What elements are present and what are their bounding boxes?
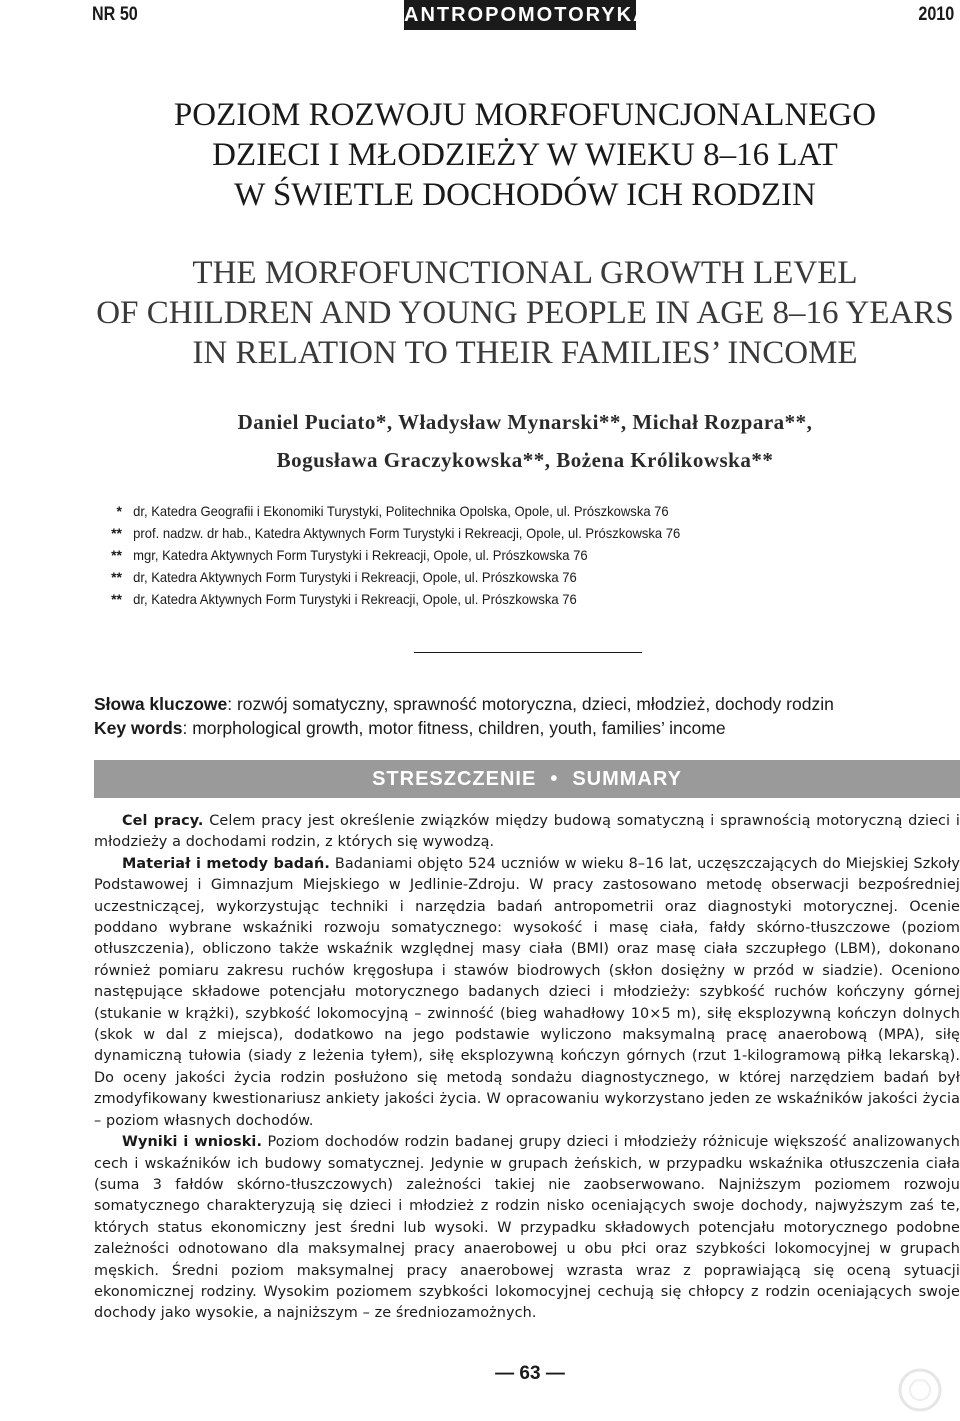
abstract-results-text: Poziom dochodów rodzin badanej grupy dzieci i młodzieży różnicuje większość analizowanych cech i wskaźników ich budowy somatycznej. Jedynie w grupach żeńskich, w przypadku wskaźnika otłuszczenia ciała (suma 3 fałdów skórno-tłuszczowych) zależności takiej nie zaobserwowano. Najniższym poziomem rozwoju somatycznego charakteryzują się dzieci i młodzież z rodzin nisko oceniających swoje dochody, najwyższym zaś te, których status ekonomiczny jest średni lub wysoki. W przypadku składowych potencjału motorycznego podobne zależności odnotowano dla maksymalnej pracy anaerobowej u obu płci oraz szybkości lokomocyjnej w grupach męskich. Średni poziom maksymalnej pracy anaerobowej wzrasta wraz z poprawiającą się oceną sytuacji ekonomicznej rodziny. Wysokim poziomem szybkości lokomocyjnej cechują się chłopcy z rodzin oceniających swoje dochody jako wysokie, a najniższym – ze średniozamożnych. [94,1134,960,1322]
affiliation-row [92,525,952,547]
affiliations [92,503,952,613]
affiliation-text: mgr, Katedra Aktywnych Form Turystyki i Rekreacji, Opole, ul. Prószkowska 76 [133,547,588,563]
abstract-aim-label: Cel pracy. [122,813,204,829]
abstract-aim-text: Celem pracy jest określenie związków między budową somatyczną i sprawnością motoryczną dzieci i młodzieży a dochodami rodzin, z których się wywodzą. [94,813,960,851]
bullet-icon: • [550,768,559,790]
authors-line: Daniel Puciato*, Władysław Mynarski**, Michał Rozpara**, [237,410,813,434]
authors [90,403,960,479]
keywords-polish-text: : rozwój somatyczny, sprawność motoryczna, dzieci, młodzież, dochody rodzin [227,694,834,714]
affiliation-row [92,503,952,525]
title-english [90,253,960,373]
title-english-line: OF CHILDREN AND YOUNG PEOPLE IN AGE 8–16 YEARS [96,295,954,331]
keywords-english-label: Key words [94,718,183,738]
abstract-methods [94,854,960,1132]
affiliation-text: dr, Katedra Geografii i Ekonomiki Turystyki, Politechnika Opolska, Opole, ul. Prószkowska 76 [133,503,669,519]
keywords-polish [94,693,954,715]
abstract-results-label: Wyniki i wnioski. [122,1134,263,1151]
affiliation-text: dr, Katedra Aktywnych Form Turystyki i Rekreacji, Opole, ul. Prószkowska 76 [133,569,577,585]
affiliation-row [92,547,952,569]
separator-line [414,652,642,653]
keywords-english [94,717,954,739]
abstract-results [94,1132,960,1325]
keywords-english-text: : morphological growth, motor fitness, children, youth, families’ income [182,718,726,738]
abstract-methods-text: Badaniami objęto 524 uczniów w wieku 8–16 lat, uczęszczających do Miejskiej Szkoły Podstawowej i Gimnazjum Miejskiego w Jedlinie-Zdroju. W pracy zastosowano metodę obserwacji bezpośredniej uczestniczącej, wykorzystując techniki i narzędzia badań antropometrii oraz diagnostyki motorycznej. Ocenie poddano wybrane wskaźniki rozwoju somatycznego: wysokość i masę ciała, fałdy skórno-tłuszczowe (poziom otłuszczenia), obliczono także wskaźnik względnej masy ciała (BMI) oraz masę ciała szczupłego (LBM), dokonano również pomiaru zakresu ruchów kręgosłupa i stawów biodrowych (skłon dosiężny w przód w siadzie). Oceniono następujące składowe potencjału motorycznego badanych dzieci i młodzieży: szybkość ruchów kończyny górnej (stukanie w krążki), szybkość lokomocyjną – zwinność (bieg wahadłowy 10×5 m), siłę eksplozywną kończyn dolnych (skok w dal z miejsca), dodatkowo na jego podstawie wyliczono maksymalną pracę anaerobową (MPA), siłę dynamiczną tułowia (siady z leżenia tyłem), siłę eksplozywną kończyn górnych (rzut 1-kilogramową piłką lekarską). Do oceny jakości życia rodzin posłużono się metodą sondażu diagnostycznego, w której narzędziem badań był zmodyfikowany kwestionariusz ankiety jakości życia. W opracowaniu wykorzystano jeden ze wskaźników jakości życia – poziom własnych dochodów. [94,855,960,1129]
affiliation-mark: ** [111,569,122,585]
keywords-polish-label: Słowa kluczowe [94,694,228,714]
header-journal-band: ANTROPOMOTORYKA [404,0,636,30]
affiliation-mark: * [116,503,122,519]
watermark-icon [896,1366,944,1414]
title-english-line: IN RELATION TO THEIR FAMILIES’ INCOME [192,335,858,371]
affiliation-row [92,569,952,591]
summary-heading-left: STRESZCZENIE [372,768,537,790]
header-issue: NR 50 [92,4,138,25]
title-polish-line: POZIOM ROZWOJU MORFOFUNCJONALNEGO [173,97,877,133]
title-polish-line: DZIECI I MŁODZIEŻY W WIEKU 8–16 LAT [212,137,838,173]
page-number: — 63 — [495,1363,565,1384]
header-year: 2010 [918,4,954,25]
title-polish-line: W ŚWIETLE DOCHODÓW ICH RODZIN [234,177,816,213]
authors-line: Bogusława Graczykowska**, Bożena Królikowska** [276,448,774,472]
affiliation-mark: ** [111,591,122,607]
title-english-line: THE MORFOFUNCTIONAL GROWTH LEVEL [192,255,858,291]
summary-heading-right: SUMMARY [572,768,682,790]
affiliation-text: dr, Katedra Aktywnych Form Turystyki i Rekreacji, Opole, ul. Prószkowska 76 [133,591,577,607]
title-polish [90,95,960,215]
affiliation-mark: ** [111,525,122,541]
abstract-aim [94,811,960,854]
abstract [94,811,960,1325]
abstract-methods-label: Materiał i metody badań. [122,855,330,872]
affiliation-mark: ** [111,547,122,563]
summary-heading-bar [94,760,960,798]
affiliation-text: prof. nadzw. dr hab., Katedra Aktywnych Form Turystyki i Rekreacji, Opole, ul. Prószkowska 76 [133,525,681,541]
affiliation-row [92,591,952,613]
